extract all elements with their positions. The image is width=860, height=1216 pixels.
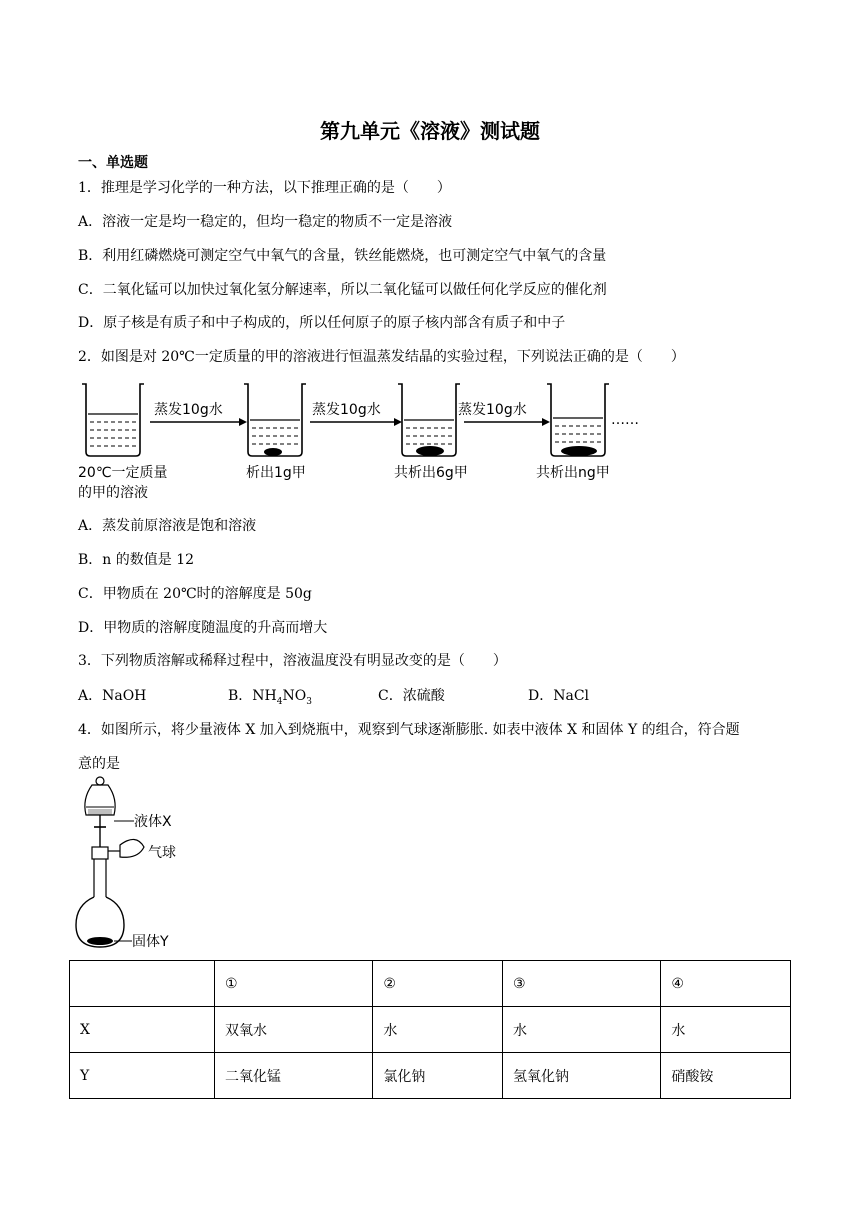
table-cell: X (70, 1007, 215, 1053)
beaker-1 (82, 384, 144, 456)
table-cell: 氯化钠 (373, 1053, 503, 1099)
table-cell: ④ (661, 961, 791, 1007)
q2-stem: 2．如图是对 20℃一定质量的甲的溶液进行恒温蒸发结晶的实验过程，下列说法正确的是（ ） (78, 349, 685, 365)
q1-option-a: A．溶液一定是均一稳定的，但均一稳定的物质不一定是溶液 (78, 214, 453, 230)
caption-beaker-1-line2: 的甲的溶液 (78, 485, 148, 501)
caption-beaker-2: 析出1g甲 (246, 465, 306, 481)
table-cell: ① (215, 961, 373, 1007)
q1-option-b: B．利用红磷燃烧可测定空气中氧气的含量，铁丝能燃烧，也可测定空气中氧气的含量 (78, 248, 607, 264)
caption-beaker-1-line1: 20℃一定质量 (78, 465, 168, 481)
table-cell: ② (373, 961, 503, 1007)
q2-option-b: B．n 的数值是 12 (78, 552, 195, 568)
caption-beaker-4: 共析出ng甲 (536, 465, 610, 481)
arrow-label-2: 蒸发10g水 (312, 402, 381, 418)
q1-option-c: C．二氧化锰可以加快过氧化氢分解速率，所以二氧化锰可以做任何化学反应的催化剂 (78, 282, 607, 298)
q2-option-a: A．蒸发前原溶液是饱和溶液 (78, 518, 257, 534)
q4-stem-line2: 意的是 (78, 756, 120, 772)
page-title: 第九单元《溶液》测试题 (320, 119, 540, 143)
q4-stem-line1: 4．如图所示，将少量液体 X 加入到烧瓶中，观察到气球逐渐膨胀. 如表中液体 X 和固体 Y 的组合，符合题 (78, 722, 740, 738)
table-cell: 水 (502, 1007, 660, 1053)
table-cell: 双氧水 (215, 1007, 373, 1053)
table-header-row (70, 961, 791, 1007)
table-cell: Y (70, 1053, 215, 1099)
caption-beaker-3: 共析出6g甲 (394, 465, 468, 481)
q3-stem: 3．下列物质溶解或稀释过程中，溶液温度没有明显改变的是（ ） (78, 653, 507, 669)
ellipsis-text: …… (611, 412, 639, 428)
arrow-label-3: 蒸发10g水 (458, 402, 527, 418)
q2-option-c: C．甲物质在 20℃时的溶解度是 50g (78, 586, 312, 602)
evaporation-diagram (74, 380, 674, 505)
beaker-2 (244, 384, 306, 456)
label-balloon: 气球 (148, 845, 176, 861)
table-row (70, 1053, 791, 1099)
q2-option-d: D．甲物质的溶解度随温度的升高而增大 (78, 620, 328, 636)
q3-option-a: A．NaOH (78, 688, 147, 704)
table-cell: 氢氧化钠 (502, 1053, 660, 1099)
q3-option-d: D．NaCl (528, 688, 590, 704)
q1-stem: 1．推理是学习化学的一种方法，以下推理正确的是（ ） (78, 180, 451, 196)
beaker-4 (547, 384, 609, 456)
label-liquid-x: 液体X (134, 814, 172, 830)
arrow-label-1: 蒸发10g水 (154, 402, 223, 418)
table-cell: 水 (373, 1007, 503, 1053)
table-cell: 二氧化锰 (215, 1053, 373, 1099)
label-solid-y: 固体Y (132, 934, 169, 950)
table-cell: 水 (661, 1007, 791, 1053)
q3-option-b: B．$NH_4NO_3$ (228, 688, 312, 707)
reagent-table (69, 960, 791, 1099)
q3-option-c: C．浓硫酸 (378, 688, 445, 704)
table-cell: 硝酸铵 (661, 1053, 791, 1099)
table-row (70, 1007, 791, 1053)
q1-option-d: D．原子核是有质子和中子构成的，所以任何原子的原子核内部含有质子和中子 (78, 315, 566, 331)
table-cell: ③ (502, 961, 660, 1007)
flask-apparatus-diagram (74, 775, 194, 955)
table-cell (70, 961, 215, 1007)
beaker-3 (398, 384, 460, 456)
section-heading: 一、单选题 (78, 155, 148, 171)
q3-options (78, 686, 589, 712)
